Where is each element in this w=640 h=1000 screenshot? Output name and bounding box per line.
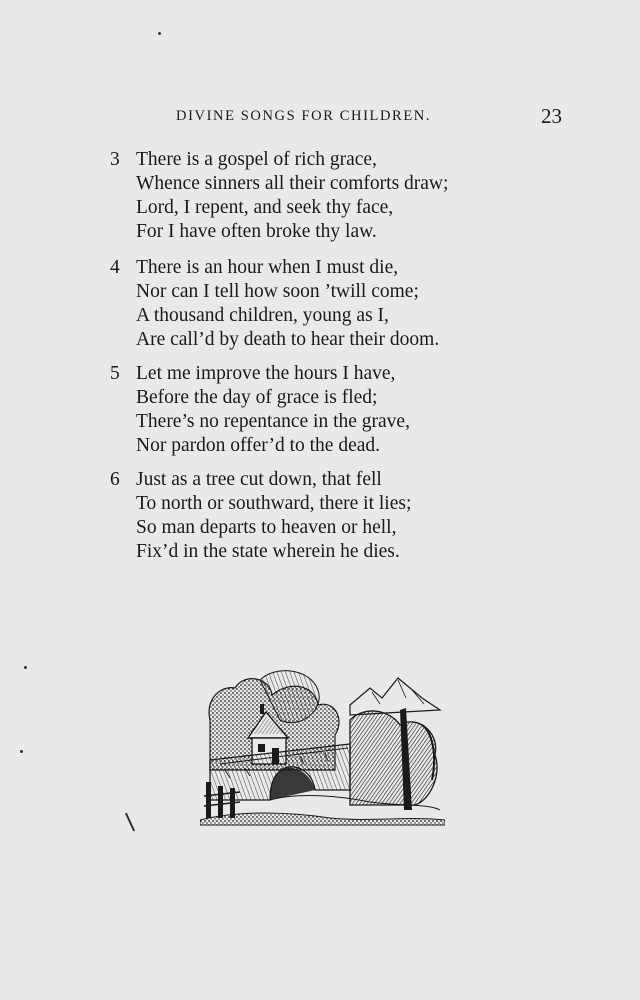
ink-speck	[24, 666, 27, 669]
verse-line: For I have often broke thy law.	[136, 221, 377, 242]
verse-line: There is an hour when I must die,	[136, 257, 399, 278]
ink-speck	[158, 32, 161, 35]
woodcut-vignette-illustration	[200, 660, 445, 828]
stanza-lines	[136, 362, 410, 458]
stanza-lines	[136, 148, 448, 244]
verse-line: A thousand children, young as I,	[136, 305, 389, 326]
verse-line: Before the day of grace is fled;	[136, 387, 378, 408]
ink-speck	[20, 750, 23, 753]
verse-line: There is a gospel of rich grace,	[136, 149, 377, 170]
verse-line: Let me improve the hours I have,	[136, 363, 396, 384]
verse-line: Lord, I repent, and seek thy face,	[136, 197, 394, 218]
page-header	[0, 104, 640, 134]
running-head: DIVINE SONGS FOR CHILDREN.	[176, 108, 432, 124]
verse-line: Just as a tree cut down, that fell	[136, 469, 382, 490]
stanza-number: 3	[110, 149, 120, 170]
stanza-number: 4	[110, 257, 120, 278]
stanza-number: 6	[110, 469, 120, 490]
ink-mark	[125, 813, 135, 832]
verse-line: Fix’d in the state wherein he dies.	[136, 541, 400, 562]
stanza-lines	[136, 468, 411, 564]
mountains	[350, 678, 440, 715]
verse-line: Whence sinners all their comforts draw;	[136, 173, 449, 194]
page-number: 23	[541, 104, 562, 128]
verse-line: There’s no repentance in the grave,	[136, 411, 410, 432]
verse-line: Are call’d by death to hear their doom.	[136, 329, 440, 350]
stanza-number: 5	[110, 363, 120, 384]
verse-line: To north or southward, there it lies;	[136, 493, 412, 514]
verse-line: Nor can I tell how soon ’twill come;	[136, 281, 419, 302]
verse-line: So man departs to heaven or hell,	[136, 517, 397, 538]
stanza-lines	[136, 256, 439, 352]
verse-line: Nor pardon offer’d to the dead.	[136, 435, 381, 456]
